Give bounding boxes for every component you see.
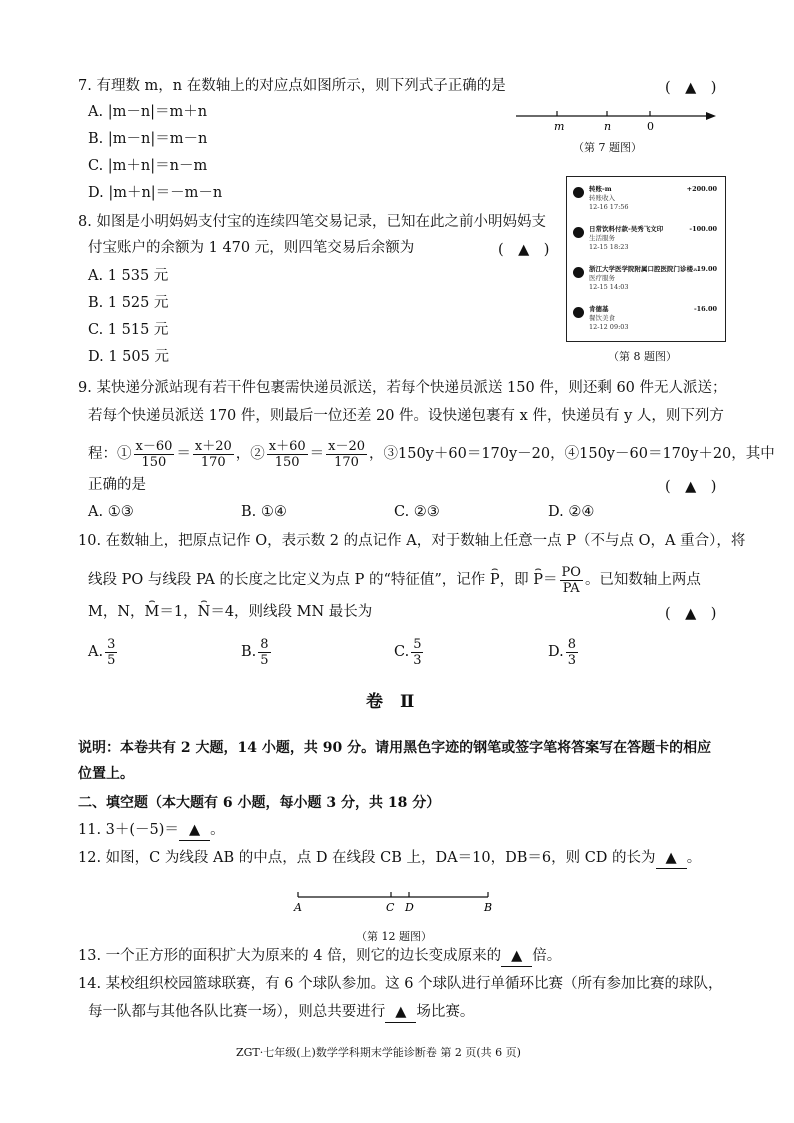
q7-option-c: C. |m＋n|＝n－m (88, 158, 208, 174)
q11-stem: 11. 3＋(－5)＝ (78, 822, 179, 838)
part-title: 二、填空题（本大题有 6 小题，每小题 3 分，共 18 分） (78, 795, 441, 811)
record-category: 医疗服务 (589, 274, 615, 282)
q10-option-a: A. $\frac{3}{5}$ (88, 636, 116, 668)
record-amount: +200.00 (686, 185, 717, 193)
q12-label-c: C (386, 901, 395, 914)
q12-caption: （第 12 题图） (356, 930, 432, 943)
q12-stem: 12. 如图，C 为线段 AB 的中点，点 D 在线段 CB 上，DA＝10，DB＝6，则 CD 的长为 (78, 850, 656, 866)
medical-icon (573, 267, 584, 278)
q12-label-a: A (294, 901, 302, 914)
q8-payment-records-figure (566, 176, 726, 342)
q8-option-b: B. 1 525 元 (88, 295, 169, 311)
record-category: 生活服务 (589, 234, 615, 242)
q12-segment-figure (290, 886, 500, 916)
q10-fraction: $\frac{PO}{PA}$ (561, 564, 581, 596)
q10-text: ＝ (543, 572, 558, 588)
q9-fraction-1: $\frac{x-60}{150}$ (135, 438, 173, 470)
q10-option-d: D. $\frac{8}{3}$ (548, 636, 576, 668)
q7-number-line (510, 104, 720, 134)
q9-line1: 9. 某快递分派站现有若干件包裹需快递员派送，若每个快递员派送 150 件，则还剩 60 件无人派送； (78, 380, 727, 396)
q7-answer-mark: ( ▲ ) (665, 80, 717, 96)
q10-text: ，即 (499, 572, 534, 588)
q10-hat-n: ⌢ N (198, 602, 211, 622)
q9-fraction-3: $\frac{x+60}{150}$ (268, 438, 306, 470)
q13-end: 倍。 (532, 948, 562, 964)
q7-label-m: m (554, 120, 565, 133)
q9-line2: 若每个快递员派送 170 件，则最后一位还差 20 件。设快递包裹有 x 件，快递员有 y 人，则下列方 (88, 408, 724, 424)
q10-text: M，N， (88, 604, 145, 620)
q11 (78, 820, 225, 841)
q10-hat-p: ⌢ P (490, 560, 500, 600)
q9-fraction-4: $\frac{x-20}{170}$ (328, 438, 365, 470)
q10-option-b: B. $\frac{8}{5}$ (241, 636, 269, 668)
q9-eq-sign: ＝ (309, 446, 325, 462)
q14-end: 场比赛。 (416, 1004, 475, 1020)
record-category: 餐饮美食 (589, 314, 615, 322)
record-amount: -100.00 (689, 225, 717, 233)
q8-stem-line1: 8. 如图是小明妈妈支付宝的连续四笔交易记录，已知在此之前小明妈妈支 (78, 214, 546, 230)
q9-eq-rest: ，③150y＋60＝170y－20，④150y－60＝170y＋20，其中 (369, 446, 775, 462)
record-title: 浙江大学医学院附属口腔医院门诊楼… (589, 265, 700, 273)
record-title: 肯德基 (589, 305, 609, 313)
record-category: 转账收入 (589, 194, 615, 202)
q12-end: 。 (686, 850, 702, 866)
q10-line2 (88, 560, 701, 600)
record-amount: -19.00 (693, 265, 717, 273)
q14-stem: 每一队都与其他各队比赛一场），则总共要进行 (88, 1004, 386, 1020)
q7-caption: （第 7 题图） (573, 141, 642, 154)
q13-blank: ▲ (501, 946, 532, 967)
q13 (78, 946, 561, 967)
section-title: 卷 Ⅱ (366, 692, 415, 712)
q9-answer-mark: ( ▲ ) (665, 479, 717, 495)
q8-caption: （第 8 题图） (608, 350, 677, 363)
q8-answer-mark: ( ▲ ) (498, 242, 550, 258)
q12 (78, 848, 701, 869)
q10-line3 (88, 602, 372, 622)
record-title: 日常饮料付款-吴秀飞文印 (589, 225, 664, 233)
service-icon (573, 227, 584, 238)
q9-option-b: B. ①④ (241, 504, 287, 520)
food-icon (573, 307, 584, 318)
q7-stem: 7. 有理数 m，n 在数轴上的对应点如图所示，则下列式子正确的是 (78, 78, 506, 94)
payment-record (573, 303, 719, 339)
transfer-icon (573, 187, 584, 198)
record-time: 12-12 09:03 (589, 323, 629, 331)
q10-answer-mark: ( ▲ ) (665, 606, 717, 622)
section-note-line2: 位置上。 (78, 766, 134, 782)
q9-fraction-2: $\frac{x+20}{170}$ (194, 438, 232, 470)
record-time: 12-15 18:23 (589, 243, 629, 251)
q9-option-a: A. ①③ (88, 504, 134, 520)
q8-option-d: D. 1 505 元 (88, 349, 169, 365)
q9-line4: 正确的是 (88, 477, 146, 493)
q12-label-d: D (405, 901, 414, 914)
record-title: 转账-m (589, 185, 612, 193)
q8-option-a: A. 1 535 元 (88, 268, 169, 284)
q10-option-c: C. $\frac{5}{3}$ (394, 636, 422, 668)
q9-option-c: C. ②③ (394, 504, 440, 520)
record-time: 12-16 17:56 (589, 203, 629, 211)
q9-option-d: D. ②④ (548, 504, 595, 520)
q7-label-0: 0 (647, 120, 654, 133)
q7-label-n: n (604, 120, 612, 133)
q9-equations (88, 434, 775, 474)
q12-label-b: B (484, 901, 493, 914)
section-note-line1: 说明：本卷共有 2 大题，14 小题，共 90 分。请用黑色字迹的钢笔或签字笔将答案写在答题卡的相应 (78, 740, 712, 756)
q14-line1: 14. 某校组织校园篮球联赛，有 6 个球队参加。这 6 个球队进行单循环比赛（所有参加比赛的球队， (78, 976, 723, 992)
q9-eq-separator: ，② (235, 446, 265, 462)
q7-option-a: A. |m－n|＝m＋n (88, 104, 208, 120)
payment-record (573, 223, 719, 259)
q9-eq-sign: ＝ (176, 446, 191, 462)
q10-hat-m: ⌢ M (145, 602, 160, 622)
q13-stem: 13. 一个正方形的面积扩大为原来的 4 倍，则它的边长变成原来的 (78, 948, 502, 964)
record-amount: -16.00 (693, 305, 717, 313)
q9-eq-prefix: 程：① (88, 446, 132, 462)
page-footer: ZGT·七年级(上)数学学科期末学能诊断卷 第 2 页(共 6 页) (236, 1046, 521, 1059)
q10-text: 线段 PO 与线段 PA 的长度之比定义为点 P 的“特征值”，记作 (88, 572, 490, 588)
q8-option-c: C. 1 515 元 (88, 322, 169, 338)
q14-blank: ▲ (385, 1002, 416, 1023)
q10-text: 。已知数轴上两点 (584, 572, 701, 588)
q10-line1: 10. 在数轴上，把原点记作 O，表示数 2 的点记作 A，对于数轴上任意一点 P（不与点 O，A 重合），将 (78, 533, 746, 549)
q11-end: 。 (210, 822, 225, 838)
q7-option-b: B. |m－n|＝m－n (88, 131, 208, 147)
payment-record (573, 263, 719, 299)
record-time: 12-15 14:03 (589, 283, 629, 291)
q8-stem-line2: 付宝账户的余额为 1 470 元，则四笔交易后余额为 (88, 240, 415, 256)
q12-blank: ▲ (656, 848, 687, 869)
q10-text: ＝4，则线段 MN 最长为 (210, 604, 373, 620)
q7-option-d: D. |m＋n|＝－m－n (88, 185, 223, 201)
q7-axis-arrow (706, 112, 716, 120)
q10-text: ＝1， (159, 604, 198, 620)
payment-record (573, 183, 719, 219)
q11-blank: ▲ (179, 820, 210, 841)
q10-hat-p: ⌢ P (533, 560, 543, 600)
q14-line2 (88, 1002, 474, 1023)
